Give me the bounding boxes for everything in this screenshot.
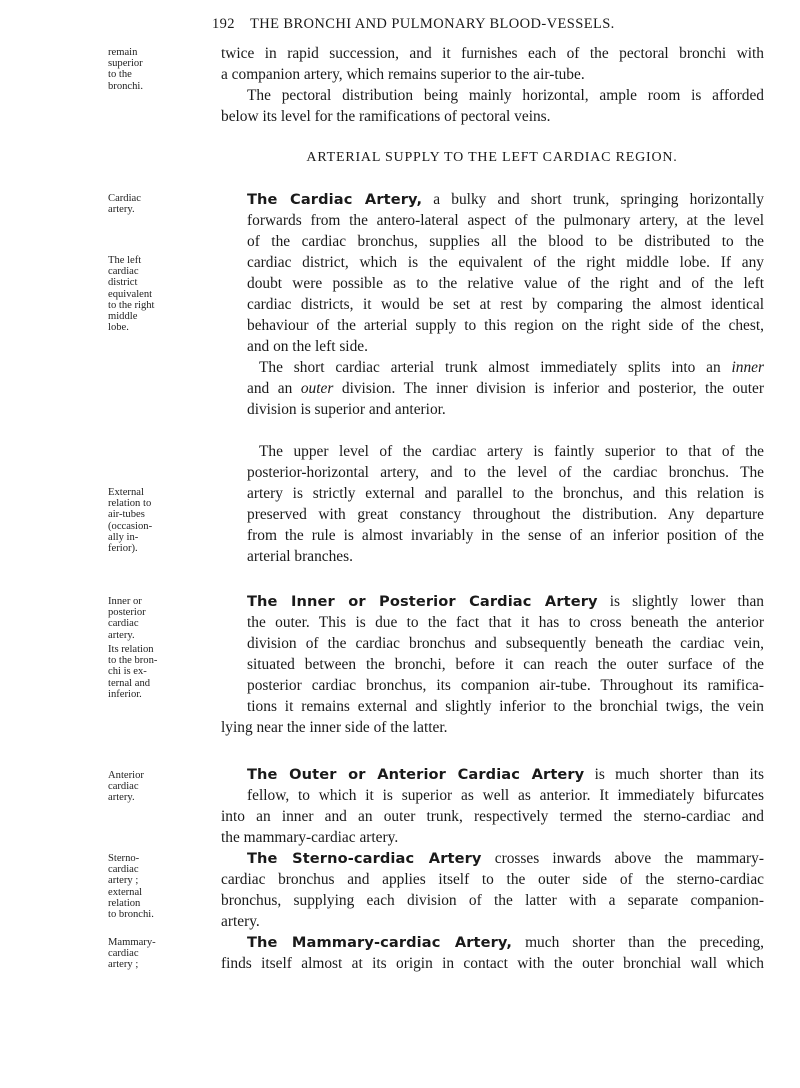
note-line: cardiac [108, 948, 139, 960]
sterno-cardiac-heading: The Sterno-cardiac Artery [247, 850, 482, 867]
outer-cardiac-artery-heading: The Outer or Anterior Cardiac Artery [247, 766, 585, 783]
text-line: into an inner and an outer trunk, respectively termed the sterno-cardiac and [221, 808, 764, 825]
margin-note-external-relation [108, 487, 160, 554]
note-line: to the right [108, 299, 155, 311]
cardiac-artery-heading: The Cardiac Artery, [247, 191, 423, 208]
cardiac-artery-paragraph [247, 189, 764, 357]
text-line [247, 591, 764, 612]
text-line: artery. [221, 913, 260, 930]
section-heading: ARTERIAL SUPPLY TO THE LEFT CARDIAC REGION. [306, 150, 678, 165]
note-line: artery. [108, 792, 135, 804]
note-line: posterior [108, 607, 146, 619]
text-line: lying near the inner side of the latter. [221, 719, 448, 736]
mammary-cardiac-paragraph-b [221, 953, 764, 974]
note-line: ferior). [108, 543, 138, 555]
italic-term-inner: inner [731, 359, 764, 376]
note-line: Sterno- [108, 853, 140, 864]
note-line: (occasion- [108, 520, 153, 532]
text-line: doubt were possible as to the relative value of the right and of the left [247, 275, 764, 292]
text-line: and on the left side. [247, 338, 368, 355]
note-line: External [108, 487, 144, 498]
inner-cardiac-artery-heading: The Inner or Posterior Cardiac Artery [247, 593, 598, 610]
sterno-cardiac-paragraph-b [221, 869, 764, 932]
note-line: The left [108, 255, 142, 266]
text-line [247, 357, 764, 378]
text-line: situated between the bronchi, before it can reach the outer surface of the [247, 656, 764, 673]
text-line [247, 441, 764, 462]
margin-note-anterior-cardiac [108, 770, 160, 804]
margin-note-inner-posterior [108, 596, 160, 641]
note-line: to bronchi. [108, 909, 154, 921]
text-line: from the rule is almost invariably in the sense of an inferior position of the [247, 527, 764, 544]
margin-note-relation-to-bronchi [108, 644, 160, 700]
text-line: cardiac bronchus and applies itself to the outer side of the sterno-cardiac [221, 871, 764, 888]
note-line: cardiac [108, 618, 139, 630]
running-title: THE BRONCHI AND PULMONARY BLOOD-VESSELS. [250, 16, 615, 32]
text-line: posterior-horizontal artery, and to the level of the cardiac bronchus. The [247, 464, 764, 481]
note-line: inferior. [108, 688, 142, 700]
note-line: district [108, 277, 138, 289]
margin-note-remain-superior [108, 47, 160, 92]
note-line: Inner or [108, 596, 142, 607]
text-line [247, 764, 764, 785]
text-line: a companion artery, which remains superior to the air-tube. [221, 66, 585, 83]
inner-cardiac-artery-paragraph-end [221, 717, 764, 738]
text-line [247, 848, 764, 869]
text-line: The pectoral distribution being mainly horizontal, ample room is afforded [247, 87, 764, 104]
note-line: ternal and [108, 677, 151, 689]
text-run: much shorter than the preceding, [512, 934, 764, 951]
upper-level-paragraph [247, 441, 764, 567]
text-line: division of the cardiac bronchus and subsequently beneath the cardiac vein, [247, 635, 764, 652]
note-line: superior [108, 58, 143, 70]
text-line: the mammary-cardiac artery. [221, 829, 399, 846]
note-line: artery ; [108, 959, 139, 971]
text-run: crosses inwards above the mammary- [481, 850, 764, 867]
outer-cardiac-artery-paragraph [247, 764, 764, 806]
text-line: posterior cardiac bronchus, its companion air-tube. Throughout its ramifica- [247, 677, 764, 694]
text-run: division. The inner division is inferior and posterior, the outer [333, 380, 764, 397]
note-line: cardiac [108, 266, 139, 278]
text-line: artery is strictly external and parallel to the bronchus, and this relation is [247, 485, 764, 502]
text-line: bronchus, supplying each division of the latter with a separate companion- [221, 892, 764, 909]
note-line: artery ; [108, 875, 139, 887]
running-header [0, 16, 800, 38]
text-line: cardiac district, which is the equivalent of the right middle lobe. If any [247, 254, 764, 271]
text-line: tions it remains external and slightly inferior to the bronchial twigs, the vein [247, 698, 764, 715]
note-line: Cardiac [108, 193, 141, 204]
text-run: is much shorter than its [584, 766, 764, 783]
note-line: cardiac [108, 864, 139, 876]
note-line: lobe. [108, 322, 129, 334]
text-line [247, 378, 764, 399]
text-line: of the cardiac bronchus, supplies all the blood to be distributed to the [247, 233, 764, 250]
text-line [247, 932, 764, 953]
outer-cardiac-artery-paragraph-b [221, 806, 764, 848]
text-run: is slightly lower than [597, 593, 764, 610]
note-line: cardiac [108, 781, 139, 793]
text-line: division is superior and anterior. [247, 401, 446, 418]
text-line: forwards from the antero-lateral aspect of the pulmonary artery, at the level [247, 212, 764, 229]
text-line: below its level for the ramifications of pectoral veins. [221, 108, 551, 125]
italic-term-outer: outer [300, 380, 334, 397]
text-run: and an [247, 380, 293, 397]
text-line: cardiac districts, it would be set at rest by comparing the almost identical [247, 296, 764, 313]
note-line: air-tubes [108, 509, 145, 521]
mammary-cardiac-paragraph [247, 932, 764, 953]
text-line [247, 189, 764, 210]
margin-note-cardiac-artery [108, 193, 160, 215]
text-line: the outer. This is due to the fact that it has to cross beneath the anterior [247, 614, 764, 631]
margin-note-left-cardiac-district [108, 255, 160, 333]
note-line: equivalent [108, 288, 153, 300]
text-run: The upper level of the cardiac artery is faintly superior to that of the [259, 443, 764, 460]
intro-paragraph-2 [247, 85, 764, 106]
note-line: relation [108, 897, 141, 909]
text-line: arterial branches. [247, 548, 353, 565]
note-line: ally in- [108, 531, 139, 543]
text-line: preserved with great constancy throughout the distribution. Any departure [247, 506, 764, 523]
text-line: finds itself almost at its origin in contact with the outer bronchial wall which [221, 955, 764, 972]
inner-cardiac-artery-paragraph [247, 591, 764, 717]
intro-paragraph-2b [221, 106, 764, 127]
note-line: external [108, 886, 143, 898]
note-line: artery. [108, 204, 135, 216]
note-line: to the [108, 69, 132, 81]
note-line: to the bron- [108, 655, 158, 667]
note-line: remain [108, 47, 138, 58]
margin-note-sterno-cardiac [108, 853, 160, 920]
note-line: chi is ex- [108, 666, 147, 678]
division-paragraph [247, 357, 764, 420]
text-line: behaviour of the arterial supply to this region on the right side of the chest, [247, 317, 764, 334]
text-line: twice in rapid succession, and it furnishes each of the pectoral bronchi with [221, 45, 764, 62]
mammary-cardiac-heading: The Mammary-cardiac Artery, [247, 934, 513, 951]
text-run: a bulky and short trunk, springing horizontally [422, 191, 764, 208]
note-line: middle [108, 311, 138, 323]
note-line: Mammary- [108, 937, 156, 948]
page-number: 192 [212, 16, 235, 32]
note-line: artery. [108, 629, 135, 641]
sterno-cardiac-paragraph [247, 848, 764, 869]
intro-paragraph [221, 43, 764, 85]
text-run: The short cardiac arterial trunk almost immediately splits into an [259, 359, 721, 376]
note-line: Anterior [108, 770, 144, 781]
margin-note-mammary-cardiac [108, 937, 160, 971]
text-line: fellow, to which it is superior as well as anterior. It immediately bifurcates [247, 787, 764, 804]
note-line: bronchi. [108, 80, 144, 92]
note-line: relation to [108, 498, 152, 510]
note-line: Its relation [108, 644, 154, 655]
